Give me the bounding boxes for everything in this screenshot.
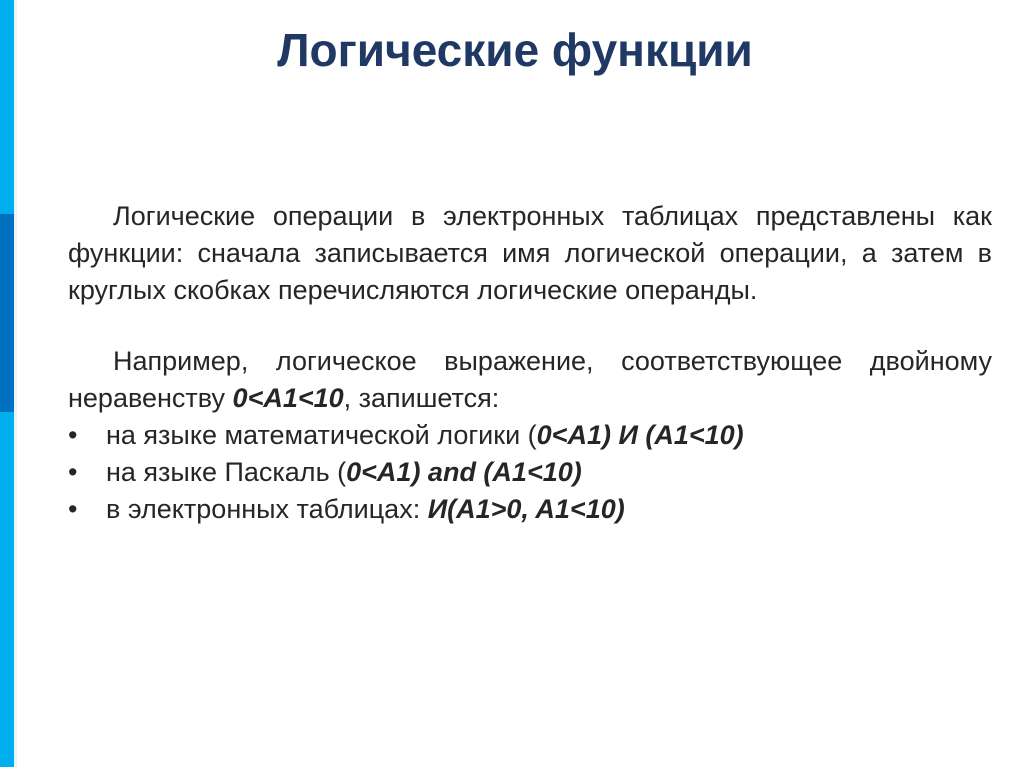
example-suffix: , запишется: [343, 383, 500, 413]
list-item-expression: 0<A1) И (A1<10) [536, 420, 744, 450]
list-item-text [106, 417, 744, 454]
list-item [68, 417, 992, 454]
list-item-text [106, 454, 582, 491]
bullet-icon: • [68, 494, 78, 524]
list-item-label: в электронных таблицах: [106, 494, 428, 524]
paragraph-example [68, 343, 992, 417]
list-item [68, 454, 992, 491]
bullet-list [68, 417, 992, 528]
list-item-text [106, 491, 625, 528]
example-expression: 0<A1<10 [232, 383, 344, 413]
slide-content [68, 198, 992, 528]
left-accent-bar-dark-segment [0, 214, 14, 412]
slide-title: Логические функции [277, 24, 753, 76]
list-item-label: на языке Паскаль ( [106, 457, 347, 487]
paragraph-intro: Логические операции в электронных таблицах представлены как функции: сначала записывается имя логической операции, а затем в круглых скобках перечисляются логические операнды. [68, 201, 992, 305]
left-accent-bar-edge [14, 0, 17, 767]
list-item [68, 491, 992, 528]
bullet-icon: • [68, 420, 78, 450]
example-text: Например, логическое выражение, соответствующее двойному неравенству [68, 346, 992, 413]
bullet-icon: • [68, 457, 78, 487]
list-item-expression: 0<A1) and (A1<10) [346, 457, 582, 487]
list-item-expression: И(A1>0, A1<10) [427, 494, 625, 524]
list-item-label: на языке математической логики ( [106, 420, 537, 450]
